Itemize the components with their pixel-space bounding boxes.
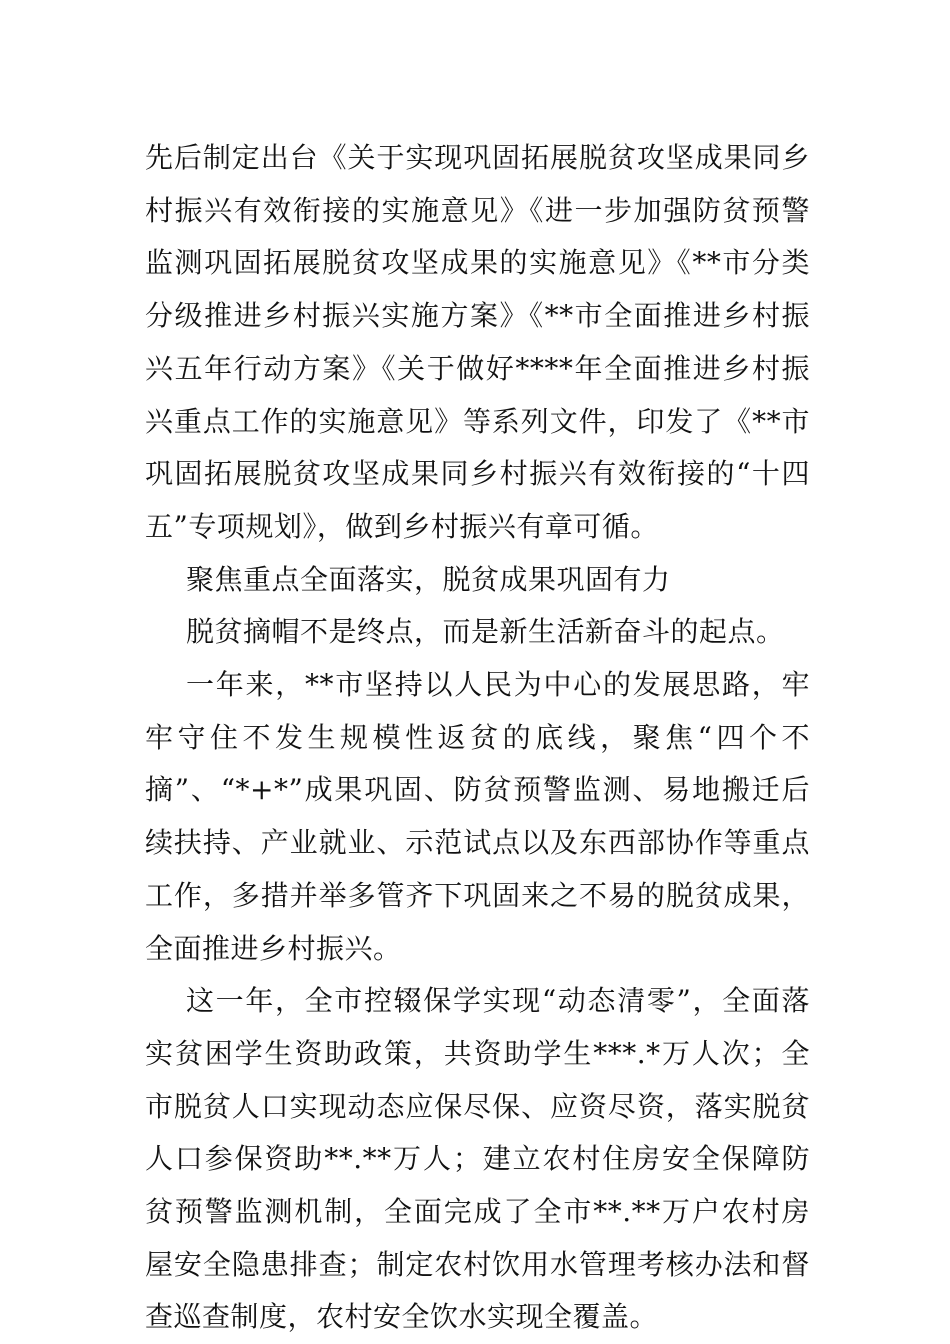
paragraph-achievements: 这一年，全市控辍保学实现“动态清零”，全面落实贫困学生资助政策，共资助学生***.*万人次；全市脱贫人口实现动态应保尽保、应资尽资，落实脱贫人口参保资助**.**万人；建立农村住房安全保障防贫预警监测机制，全面完成了全市**.**万户农村房屋安全隐患排查；制定农村饮用水管理考核办法和督查巡查制度，农村安全饮水实现全覆盖。 [145, 984, 810, 1334]
paragraph-policy-documents: 先后制定出台《关于实现巩固拓展脱贫攻坚成果同乡村振兴有效衔接的实施意见》《进一步加强防贫预警监测巩固拓展脱贫攻坚成果的实施意见》《**市分类分级推进乡村振兴实施方案》《**市全面推进乡村振兴五年行动方案》《关于做好****年全面推进乡村振兴重点工作的实施意见》等系列文件，印发了《**市巩固拓展脱贫攻坚成果同乡村振兴有效衔接的“十四五”专项规划》，做到乡村振兴有章可循。 [145, 141, 810, 543]
paragraph-year-review: 一年来，**市坚持以人民为中心的发展思路，牢牢守住不发生规模性返贫的底线，聚焦“四个不摘”、“*+*”成果巩固、防贫预警监测、易地搬迁后续扶持、产业就业、示范试点以及东西部协作等重点工作，多措并举多管齐下巩固来之不易的脱贫成果，全面推进乡村振兴。 [145, 668, 810, 965]
paragraph-starting-point: 脱贫摘帽不是终点，而是新生活新奋斗的起点。 [186, 615, 785, 649]
section-heading: 聚焦重点全面落实，脱贫成果巩固有力 [186, 562, 671, 596]
document-body [145, 132, 810, 1344]
